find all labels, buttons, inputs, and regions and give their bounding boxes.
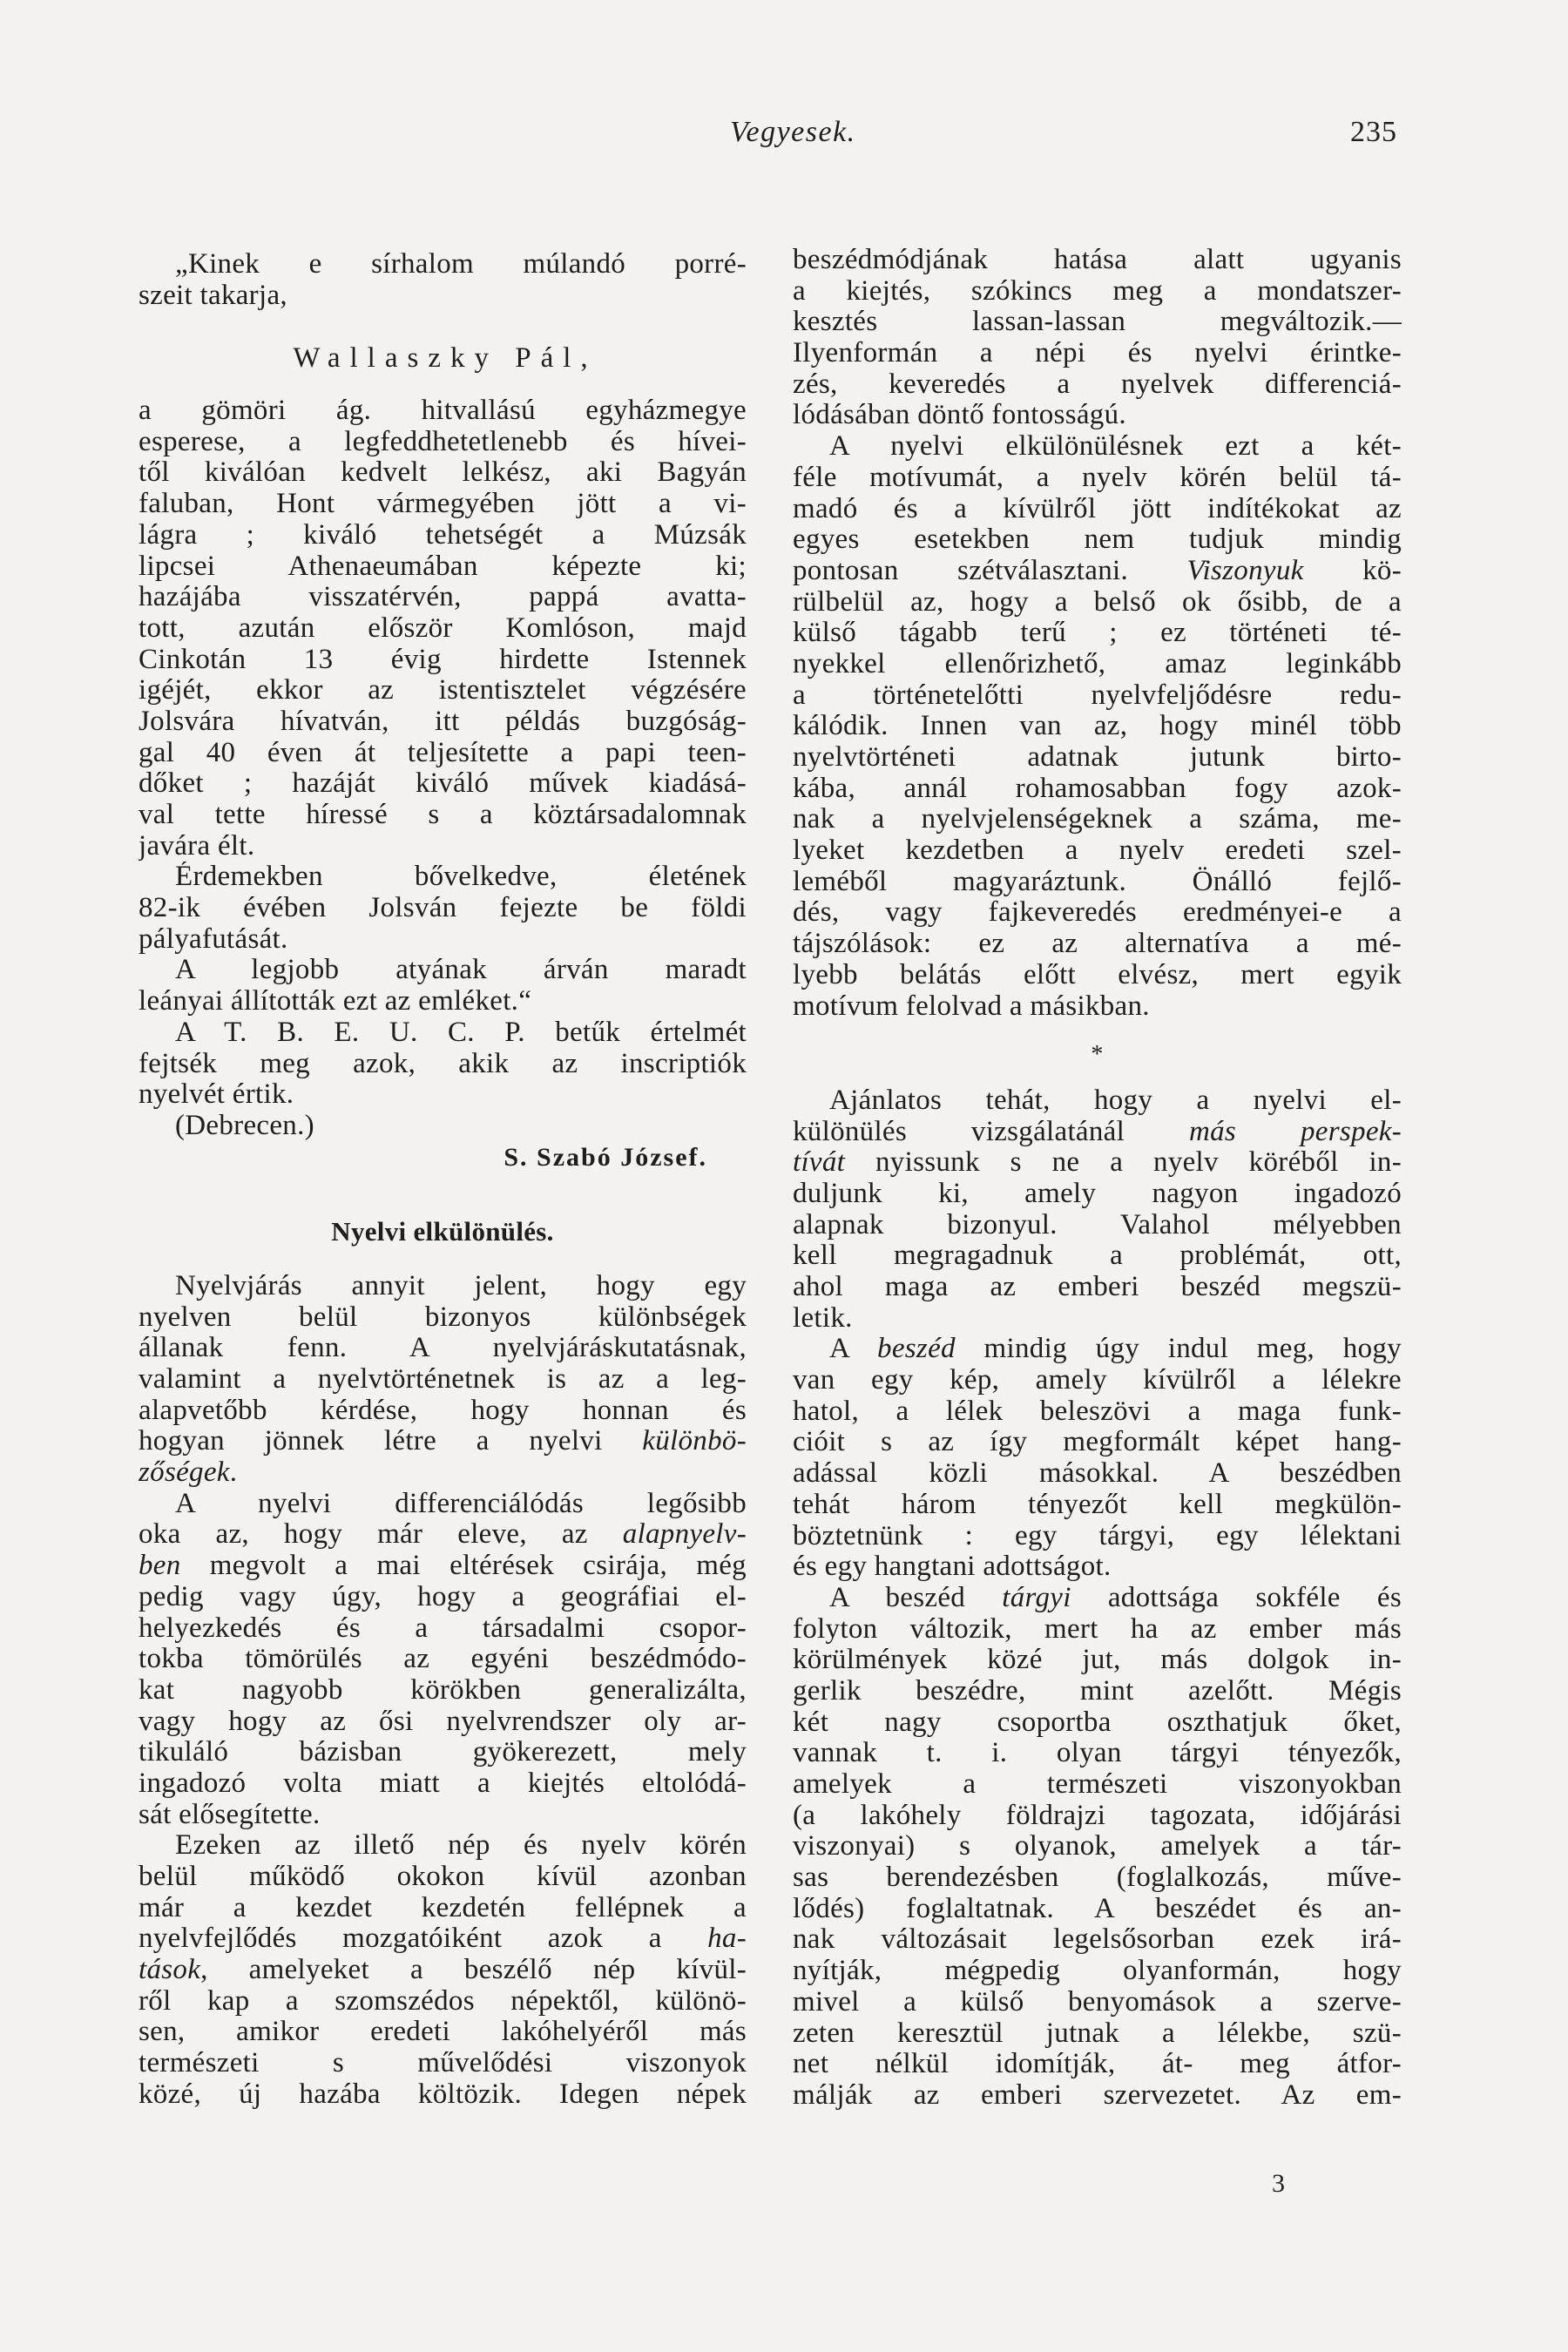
text-line	[793, 276, 1402, 308]
text-line	[793, 929, 1402, 960]
text: madó és a kívülről jött indítékokat az	[793, 493, 1402, 524]
text: tott, azután először Komlóson, majd	[139, 612, 747, 644]
text: lódásában döntő fontosságú.	[793, 400, 1126, 431]
text: lágra ; kiváló tehetségét a Múzsák	[139, 519, 747, 551]
text-line	[139, 800, 747, 831]
signature-mark: 3	[1272, 2169, 1285, 2198]
text-line	[793, 1862, 1402, 1894]
text: javára élt.	[139, 830, 255, 862]
text: pontosan szétválasztani.	[793, 555, 1187, 586]
text-line	[793, 1272, 1402, 1303]
text-line	[139, 1675, 747, 1707]
text-line	[139, 768, 747, 800]
text: nyissunk s ne a nyelv köréből in-	[845, 1147, 1402, 1179]
text: dés, vagy fajkeveredés eredményei-e a	[793, 897, 1402, 929]
italic-text: ha-	[707, 1923, 747, 1955]
text-line	[793, 1676, 1402, 1707]
text-line	[139, 1049, 747, 1080]
text-line	[793, 338, 1402, 369]
text: hatol, a lélek beleszövi a maga funk-	[793, 1396, 1402, 1427]
italic-text: tárgyi	[1002, 1582, 1071, 1613]
italic-text: tívát	[793, 1147, 846, 1179]
paragraph	[139, 955, 747, 1017]
text-line	[139, 1302, 747, 1334]
paragraph	[793, 1334, 1402, 1583]
text: fejtsék meg azok, akik az inscriptiók	[139, 1048, 747, 1079]
text: kálódik. Innen van az, hogy minél több	[793, 711, 1402, 742]
text-line	[793, 2049, 1402, 2080]
text-line	[793, 1210, 1402, 1241]
text: esperese, a legfeddhetetlenebb és hívei-	[139, 426, 747, 457]
text-line	[793, 1458, 1402, 1490]
paragraph	[793, 245, 1402, 431]
text-line	[793, 463, 1402, 494]
text: adással közli másokkal. A beszédben	[793, 1458, 1402, 1490]
text-line	[793, 1334, 1402, 1365]
text-line	[793, 431, 1402, 463]
text-line	[139, 343, 747, 375]
text-line	[139, 249, 747, 280]
text-line	[793, 742, 1402, 774]
text-line	[139, 706, 747, 738]
text: vannak t. i. olyan tárgyi tényezők,	[793, 1738, 1402, 1769]
text-line	[139, 1986, 747, 2017]
text-line	[793, 400, 1402, 431]
text: leányai állították ezt az emléket.“	[139, 986, 532, 1017]
text: van egy kép, amely kívülről a lélekre	[793, 1365, 1402, 1396]
text: vagy hogy az ősi nyelvrendszer oly ar-	[139, 1706, 747, 1737]
text: lyeket kezdetben a nyelv eredeti szel-	[793, 835, 1402, 867]
text: közé, új hazába költözik. Idegen népek	[139, 2078, 747, 2110]
text: állanak fenn. A nyelvjáráskutatásnak,	[139, 1333, 747, 1364]
text-line	[139, 2017, 747, 2048]
text: szeit takarja,	[139, 280, 287, 311]
paragraph	[139, 395, 747, 862]
text-line	[793, 494, 1402, 525]
text: tokba tömörülés az egyéni beszédmódo-	[139, 1644, 747, 1675]
text: igéjét, ekkor az istentisztelet végzésére	[139, 675, 747, 706]
text-line	[139, 1707, 747, 1738]
text: ről kap a szomszédos népektől, különö-	[139, 1985, 747, 2017]
paragraph	[139, 1271, 747, 1489]
paragraph	[139, 1111, 747, 1142]
text-line	[139, 1079, 747, 1111]
text-line	[139, 2079, 747, 2111]
text-line	[139, 1582, 747, 1613]
text-line	[139, 862, 747, 893]
text: ingadozó volta miatt a kiejtés eltolódá-	[139, 1767, 747, 1799]
text: belül működő okokon kívül azonban	[139, 1862, 747, 1892]
paragraph	[139, 249, 747, 311]
text: nyelvfejlődés mozgatóiként azok a	[139, 1923, 708, 1955]
text-line	[793, 1551, 1402, 1583]
text: letik.	[793, 1302, 853, 1334]
text: től kiválóan kedvelt lelkész, aki Bagyán	[139, 457, 747, 489]
text: nyelven belül bizonyos különbségek	[139, 1301, 747, 1333]
text: val tette híressé s a köztársadalomnak	[139, 800, 747, 830]
text-line	[139, 582, 747, 613]
text: két nagy csoportba oszthatjuk őket,	[793, 1707, 1402, 1738]
text: nyítják, mégpedig olyanformán, hogy	[793, 1956, 1402, 1987]
text-line	[139, 280, 747, 312]
text-line	[793, 804, 1402, 835]
text: .	[229, 1457, 238, 1489]
text-line	[139, 1017, 747, 1049]
text: A	[829, 1334, 878, 1365]
text: külső tágabb terű ; ez történeti té-	[793, 618, 1402, 649]
text: tehát három tényezőt kell megkülön-	[793, 1489, 1402, 1520]
text-line	[793, 1614, 1402, 1646]
text-line	[793, 556, 1402, 587]
text-line	[793, 960, 1402, 991]
signature	[139, 1142, 747, 1173]
text: amelyek a természeti viszonyokban	[793, 1769, 1402, 1800]
text: kesztés lassan-lassan megváltozik.—	[793, 307, 1402, 338]
text-line	[793, 1956, 1402, 1987]
text: tikuláló bázisban gyökerezett, mely	[139, 1737, 747, 1768]
text-line	[139, 1862, 747, 1893]
text: a gömöri ág. hitvallású egyházmegye	[139, 395, 747, 427]
text: tájszólások: ez az alternatíva a mé-	[793, 929, 1402, 960]
text-line	[793, 1645, 1402, 1676]
text: 82-ik évében Jolsván fejezte be földi	[139, 893, 747, 924]
text: nak változásait legelsősorban ezek irá-	[793, 1924, 1402, 1956]
text: A nyelvi elkülönülésnek ezt a két-	[829, 431, 1402, 463]
text-line	[139, 738, 747, 769]
right-column	[793, 245, 1402, 2112]
text: dőket ; hazáját kiváló művek kiadásá-	[139, 768, 747, 800]
text: már a kezdet kezdetén fellépnek a	[139, 1892, 747, 1923]
text: pályafutását.	[139, 923, 288, 955]
text-line	[139, 1111, 747, 1142]
ornament	[793, 1039, 1402, 1071]
text-line	[139, 831, 747, 862]
text-line	[139, 986, 747, 1017]
italic-text: alapnyelv-	[622, 1519, 747, 1551]
text: mivel a külső benyomások a szerve-	[793, 1986, 1402, 2017]
text-line	[139, 1519, 747, 1551]
text: böztetnünk : egy tárgyi, egy lélektani	[793, 1520, 1402, 1551]
text: Jolsvára hívatván, itt példás buzgóság-	[139, 706, 747, 737]
text: A nyelvi differenciálódás legősibb	[175, 1488, 747, 1519]
text: és egy hangtani adottságot.	[793, 1551, 1112, 1583]
text-line	[793, 1987, 1402, 2018]
text-line	[793, 369, 1402, 401]
text-line	[139, 924, 747, 956]
text: sát elősegítette.	[139, 1799, 321, 1830]
text: A legjobb atyának árván maradt	[175, 955, 747, 986]
text: motívum felolvad a másikban.	[793, 990, 1150, 1022]
text: alapvetőbb kérdése, hogy honnan és	[139, 1395, 747, 1426]
text-line	[793, 1365, 1402, 1396]
text-line	[793, 1583, 1402, 1614]
text: „Kinek e sírhalom múlandó porré-	[175, 249, 747, 280]
text-line	[139, 1830, 747, 1862]
italic-text: zőségek	[139, 1457, 230, 1489]
text-line	[139, 893, 747, 924]
text-line	[139, 427, 747, 458]
text-line	[139, 1489, 747, 1520]
text-line	[139, 520, 747, 551]
paragraph	[139, 862, 747, 955]
paragraph	[139, 1017, 747, 1111]
text-line	[793, 1396, 1402, 1428]
text: sen, amikor eredeti lakóhelyéről más	[139, 2017, 747, 2048]
text-line	[139, 1271, 747, 1302]
text: , amelyeket a beszélő nép kívül-	[200, 1955, 747, 1986]
text-line	[793, 1427, 1402, 1458]
text-line	[139, 1216, 747, 1247]
text: (a lakóhely földrajzi tagozata, időjárási	[793, 1800, 1402, 1831]
text-line	[793, 524, 1402, 556]
text: kö-	[1303, 555, 1402, 586]
text-line	[139, 2048, 747, 2079]
text: kat nagyobb körökben generalizálta,	[139, 1674, 747, 1706]
text: megvolt a mai eltérések csirája, még	[180, 1551, 747, 1582]
text: net nélkül idomítják, át- meg átfor-	[793, 2049, 1402, 2080]
text: Cinkotán 13 évig hirdette Istennek	[139, 644, 747, 675]
text: féle motívumát, a nyelv körén belül tá-	[793, 462, 1402, 493]
text-line	[139, 489, 747, 520]
text-line	[139, 1613, 747, 1645]
paragraph	[139, 1489, 747, 1831]
text: mindig úgy indul meg, hogy	[955, 1334, 1402, 1365]
text-line	[139, 1893, 747, 1924]
text: sas berendezésben (foglalkozás, műve-	[793, 1862, 1402, 1894]
text: Wallaszky Pál,	[293, 343, 598, 375]
text-line	[793, 1738, 1402, 1769]
text-line	[793, 1707, 1402, 1739]
text: Ezeken az illető nép és nyelv körén	[175, 1830, 747, 1862]
text: Nyelvi elkülönülés.	[331, 1216, 554, 1247]
name	[139, 343, 747, 375]
text-line	[139, 1644, 747, 1675]
text: nyelvtörténeti adatnak jutunk birto-	[793, 742, 1402, 773]
text: egyes esetekben nem tudjuk mindig	[793, 524, 1402, 556]
text: kell megragadnuk a problémát, ott,	[793, 1240, 1402, 1272]
text-line	[793, 867, 1402, 898]
text: hazájába visszatérvén, pappá avatta-	[139, 582, 747, 613]
italic-text: más perspek-	[1189, 1116, 1402, 1147]
text-line	[793, 618, 1402, 649]
page-number: 235	[1350, 116, 1397, 148]
text: lyebb belátás előtt elvész, mert egyik	[793, 959, 1402, 990]
text: Ajánlatos tehát, hogy a nyelvi el-	[829, 1085, 1402, 1116]
text-line	[139, 675, 747, 706]
text: gal 40 éven át teljesítette a papi teen-	[139, 737, 747, 768]
text-line	[139, 1333, 747, 1364]
text-line	[793, 1240, 1402, 1272]
text-line	[793, 587, 1402, 618]
text: S. Szabó József.	[504, 1142, 707, 1172]
text: nyekkel ellenőrizhető, amaz leginkább	[793, 648, 1402, 679]
text: Ilyenformán a népi és nyelvi érintke-	[793, 338, 1402, 369]
italic-text: beszéd	[877, 1334, 956, 1365]
text-line	[139, 613, 747, 645]
text-line	[793, 1490, 1402, 1521]
text-line	[793, 1894, 1402, 1925]
text-line	[793, 1039, 1402, 1071]
text: nyelvét értik.	[139, 1079, 294, 1111]
paragraph	[793, 1085, 1402, 1335]
text-line	[139, 1768, 747, 1800]
text-line	[793, 1085, 1402, 1117]
italic-text: Viszonyuk	[1186, 555, 1304, 586]
article-title	[139, 1216, 747, 1247]
text-line	[793, 1801, 1402, 1832]
text: kába, annál rohamosabban fogy azok-	[793, 773, 1402, 804]
text-line	[139, 645, 747, 676]
text: ahol maga az emberi beszéd megszü-	[793, 1272, 1402, 1302]
text: faluban, Hont vármegyében jött a vi-	[139, 489, 747, 520]
italic-text: különbö-	[642, 1426, 747, 1457]
text-line	[139, 1142, 747, 1173]
text-line	[793, 307, 1402, 338]
text-line	[793, 1831, 1402, 1862]
text-line	[139, 1426, 747, 1457]
paragraph	[793, 431, 1402, 1022]
text: pedig vagy úgy, hogy a geográfiai el-	[139, 1581, 747, 1612]
running-head-title: Vegyesek.	[730, 116, 856, 148]
text-line	[139, 1923, 747, 1955]
text: zeten keresztül jutnak a lélekbe, szü-	[793, 2017, 1402, 2049]
paragraph	[139, 1830, 747, 2110]
text: zés, keveredés a nyelvek differenciá-	[793, 368, 1402, 400]
text: beszédmódjának hatása alatt ugyanis	[793, 245, 1402, 275]
text-line	[139, 1396, 747, 1427]
text-line	[793, 991, 1402, 1023]
text: Nyelvjárás annyit jelent, hogy egy	[175, 1270, 747, 1301]
text: körülmények közé jut, más dolgok in-	[793, 1645, 1402, 1676]
text: természeti s művelődési viszonyok	[139, 2048, 747, 2079]
text-line	[793, 2080, 1402, 2112]
left-column	[139, 249, 747, 2111]
text-line	[139, 1551, 747, 1582]
text: (Debrecen.)	[175, 1110, 314, 1141]
text-line	[793, 680, 1402, 712]
text-line	[139, 551, 747, 583]
text-line	[793, 1179, 1402, 1210]
italic-text: ben	[139, 1551, 181, 1582]
text-line	[139, 457, 747, 489]
text: valamint a nyelvtörténetnek is az a leg-	[139, 1364, 747, 1395]
italic-text: tások	[139, 1955, 201, 1986]
text-line	[793, 1147, 1402, 1179]
text-line	[139, 1737, 747, 1768]
text-line	[793, 1521, 1402, 1552]
text: A T. B. E. U. C. P. betűk értelmét	[175, 1017, 747, 1048]
text-line	[793, 774, 1402, 805]
text: a kiejtés, szókincs meg a mondatszer-	[793, 275, 1402, 307]
text-line	[793, 649, 1402, 680]
text-line	[139, 1364, 747, 1396]
text-line	[139, 395, 747, 427]
text-line	[139, 1457, 747, 1489]
text: *	[1091, 1041, 1104, 1069]
text: cióit s az így megformált képet hang-	[793, 1427, 1402, 1458]
text: különülés vizsgálatánál	[793, 1116, 1189, 1147]
text: viszonyai) s olyanok, amelyek a tár-	[793, 1831, 1402, 1862]
text: oka az, hogy már eleve, az	[139, 1519, 623, 1551]
text: alapnak bizonyul. Valahol mélyebben	[793, 1209, 1402, 1240]
text-line	[793, 1303, 1402, 1335]
text-line	[793, 1924, 1402, 1956]
text: lődés) foglaltatnak. A beszédet és an-	[793, 1893, 1402, 1924]
text: duljunk ki, amely nagyon ingadozó	[793, 1178, 1402, 1209]
text-line	[139, 955, 747, 986]
text: málják az emberi szervezetet. Az em-	[793, 2079, 1402, 2111]
text-line	[793, 835, 1402, 867]
paragraph	[793, 1583, 1402, 2112]
text: Érdemekben bővelkedve, életének	[175, 862, 747, 893]
text: lipcsei Athenaeumában képezte ki;	[139, 551, 747, 582]
text: A beszéd	[829, 1582, 1003, 1613]
text: folyton változik, mert ha az ember más	[793, 1613, 1402, 1645]
text-line	[793, 245, 1402, 276]
text-line	[793, 2018, 1402, 2050]
text: a történetelőtti nyelvfeljődésre redu-	[793, 679, 1402, 711]
text: adottsága sokféle és	[1071, 1582, 1402, 1613]
text-line	[139, 1800, 747, 1831]
text: nak a nyelvjelenségeknek a száma, me-	[793, 804, 1402, 835]
text: helyezkedés és a társadalmi csopor-	[139, 1612, 747, 1644]
text-line	[139, 1955, 747, 1986]
text: hogyan jönnek létre a nyelvi	[139, 1426, 643, 1457]
text-line	[793, 1769, 1402, 1801]
text: rülbelül az, hogy a belső ok ősibb, de a	[793, 586, 1402, 618]
text-line	[793, 1117, 1402, 1148]
text: leméből magyaráztunk. Önálló fejlő-	[793, 866, 1402, 897]
text-line	[793, 897, 1402, 929]
text: gerlik beszédre, mint azelőtt. Mégis	[793, 1675, 1402, 1707]
text-line	[793, 711, 1402, 742]
